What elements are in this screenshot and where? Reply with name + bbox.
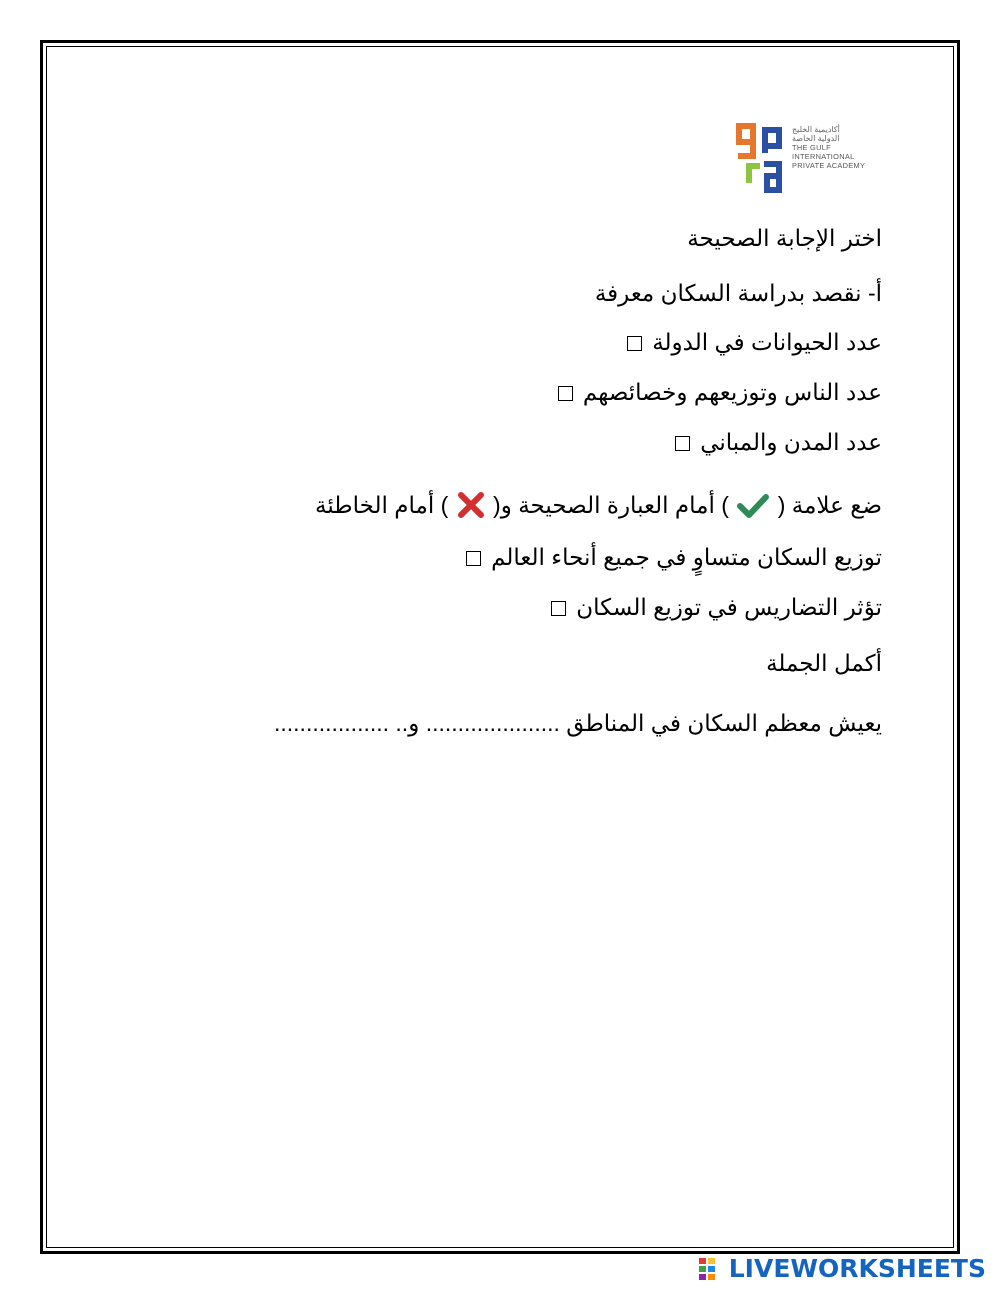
school-logo (736, 121, 886, 197)
heading-true-false (315, 490, 882, 520)
liveworksheets-logo-icon (699, 1258, 725, 1280)
statement-label-1: توزيع السكان متساوٍ في جميع أنحاء العالم (491, 544, 882, 570)
fill-blank-sentence[interactable]: يعيش معظم السكان في المناطق ..................... و.. .................. (274, 710, 882, 736)
check-icon (737, 493, 769, 519)
question-1: أ- نقصد بدراسة السكان معرفة (594, 280, 882, 306)
statement-checkbox-2[interactable] (551, 601, 566, 616)
footer-brand (699, 1254, 986, 1284)
true-false-text-3: ) أمام الخاطئة (315, 492, 449, 518)
option-row-3 (671, 427, 882, 457)
logo-english-line-3: PRIVATE ACADEMY (792, 161, 866, 170)
option-checkbox-3[interactable] (675, 436, 690, 451)
heading-complete-sentence: أكمل الجملة (766, 650, 882, 676)
option-label-1: عدد الحيوانات في الدولة (652, 329, 882, 355)
option-row-1 (623, 327, 882, 357)
true-false-text-2: ) أمام العبارة الصحيحة و( (493, 492, 729, 518)
heading-choose-answer: اختر الإجابة الصحيحة (687, 225, 882, 251)
logo-arabic-line-2: الدولية الخاصة (792, 134, 840, 143)
statement-row-2 (547, 592, 882, 622)
cross-icon (457, 491, 485, 519)
option-row-2 (554, 377, 882, 407)
logo-english-line-2: INTERNATIONAL (792, 152, 855, 161)
statement-label-2: تؤثر التضاريس في توزيع السكان (576, 594, 882, 620)
true-false-text-1: ضع علامة ( (777, 492, 882, 518)
option-checkbox-2[interactable] (558, 386, 573, 401)
school-logo-mark (736, 121, 786, 195)
statement-row-1 (462, 542, 882, 572)
option-checkbox-1[interactable] (627, 336, 642, 351)
option-label-2: عدد الناس وتوزيعهم وخصائصهم (582, 379, 882, 405)
logo-english-line-1: THE GULF (792, 143, 831, 152)
logo-arabic-line-1: أكاديمية الخليج (792, 125, 840, 134)
liveworksheets-brand[interactable]: LIVEWORKSHEETS (728, 1254, 986, 1283)
statement-checkbox-1[interactable] (466, 551, 481, 566)
option-label-3: عدد المدن والمباني (700, 429, 882, 455)
